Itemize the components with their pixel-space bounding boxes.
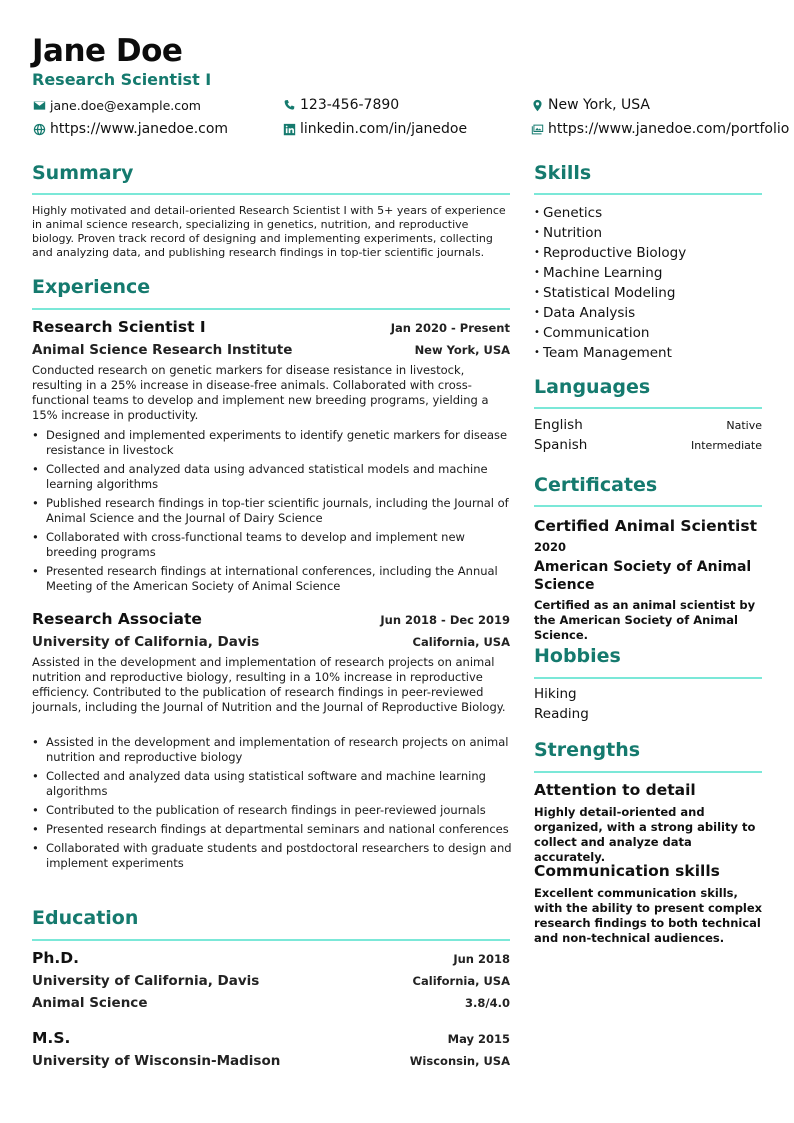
skill-item: • Genetics [534, 203, 686, 223]
graduation-date: Jun 2018 [453, 952, 510, 966]
skills-divider [534, 193, 762, 195]
school: University of Wisconsin-Madison [32, 1053, 281, 1069]
job-title: Research Associate [32, 610, 202, 628]
job-location: California, USA [412, 635, 510, 649]
portfolio-text: https://www.janedoe.com/portfolio [548, 121, 790, 137]
skill-item: • Team Management [534, 343, 686, 363]
summary-text: Highly motivated and detail-oriented Research Scientist I with 5+ years of experience in animal science research, specializing in genetics, nutrition, and reproductive biology. Proven track record of designing and implementing experiments, collecting and analyzing data, and publishing research findings in top-tier scientific journals. [32, 204, 506, 259]
languages-heading: Languages [534, 376, 651, 398]
field-of-study: Animal Science [32, 995, 148, 1011]
degree: M.S. [32, 1029, 71, 1047]
linkedin-text: linkedin.com/in/janedoe [300, 121, 468, 137]
summary-divider [32, 193, 510, 195]
education-heading: Education [32, 907, 139, 929]
candidate-name: Jane Doe [32, 33, 183, 69]
education-school-row [32, 1053, 510, 1069]
portfolio-icon [530, 122, 544, 136]
globe-icon [32, 122, 46, 136]
job-bullets [32, 735, 512, 875]
list-item: • Designed and implemented experiments to identify genetic markers for disease resistance in livestock [32, 428, 512, 458]
certificates-divider [534, 505, 762, 507]
list-item: • Presented research findings at international conferences, including the Annual Meeting of the American Society of Animal Science [32, 564, 512, 594]
list-item: • Collected and analyzed data using advanced statistical models and machine learning algorithms [32, 462, 512, 492]
skills-heading: Skills [534, 162, 592, 184]
hobby-item: Reading [534, 706, 589, 722]
job-header [32, 610, 510, 628]
list-item: • Presented research findings at departmental seminars and national conferences [32, 822, 512, 837]
list-item: • Published research findings in top-tier scientific journals, including the Journal of Animal Science and the Journal of Dairy Science [32, 496, 512, 526]
job-description: Conducted research on genetic markers for disease resistance in livestock, resulting in a 25% increase in disease-free animals. Collaborated with cross-functional teams to develop and implement new breeding programs, yielding a 15% increase in productivity. [32, 363, 489, 422]
location-text: New York, USA [548, 97, 650, 113]
education-divider [32, 939, 510, 941]
summary-heading: Summary [32, 162, 134, 184]
job-dates: Jun 2018 - Dec 2019 [380, 613, 510, 627]
email-text: jane.doe@example.com [50, 98, 201, 113]
gpa: 3.8/4.0 [465, 996, 510, 1010]
school: University of California, Davis [32, 973, 260, 989]
skills-list [534, 203, 686, 363]
job-organization: Animal Science Research Institute [32, 342, 293, 358]
list-item: • Collaborated with graduate students and postdoctoral researchers to design and implement experiments [32, 841, 512, 871]
experience-divider [32, 308, 510, 310]
language-level: Native [726, 419, 762, 432]
language-name: Spanish [534, 437, 588, 453]
skill-item: • Communication [534, 323, 686, 343]
job-description: Assisted in the development and implementation of research projects on animal nutrition and reproductive biology, resulting in a 10% increase in reproductive efficiency. Contributed to the publication of research findings in peer-reviewed journals, including the Journal of Nutrition and the Journal of Reproductive Biology. [32, 655, 506, 714]
phone-text: 123-456-7890 [300, 97, 400, 113]
strength-title: Communication skills [534, 862, 720, 880]
experience-heading: Experience [32, 276, 151, 298]
contact-location [530, 97, 650, 113]
hobbies-heading: Hobbies [534, 645, 621, 667]
contact-phone[interactable] [282, 97, 399, 113]
hobbies-divider [534, 677, 762, 679]
job-bullets [32, 428, 512, 598]
language-row [534, 417, 762, 433]
job-organization: University of California, Davis [32, 634, 260, 650]
linkedin-icon [282, 122, 296, 136]
job-header [32, 318, 510, 336]
certificates-heading: Certificates [534, 474, 658, 496]
education-field-row [32, 995, 510, 1011]
list-item: • Collected and analyzed data using statistical software and machine learning algorithms [32, 769, 512, 799]
certificate-description: Certified as an animal scientist by the American Society of Animal Science. [534, 598, 756, 642]
list-item: • Collaborated with cross-functional teams to develop and implement new breeding programs [32, 530, 512, 560]
contact-linkedin[interactable] [282, 121, 467, 137]
list-item: • Contributed to the publication of research findings in peer-reviewed journals [32, 803, 512, 818]
certificate-year: 2020 [534, 540, 567, 554]
education-school-row [32, 973, 510, 989]
job-location: New York, USA [414, 343, 510, 357]
map-pin-icon [530, 98, 544, 112]
school-location: Wisconsin, USA [409, 1054, 510, 1068]
contact-portfolio[interactable] [530, 121, 789, 137]
skill-item: • Nutrition [534, 223, 686, 243]
contact-website[interactable] [32, 121, 228, 137]
skill-item: • Data Analysis [534, 303, 686, 323]
job-title: Research Scientist I [32, 318, 206, 336]
contact-email[interactable] [32, 98, 201, 113]
hobby-item: Hiking [534, 686, 577, 702]
certificate-issuer: American Society of Animal Science [534, 559, 752, 593]
graduation-date: May 2015 [447, 1032, 510, 1046]
school-location: California, USA [412, 974, 510, 988]
strength-description: Excellent communication skills, with the ability to present complex research findings to both technical and non-technical audiences. [534, 886, 763, 945]
job-org-row [32, 634, 510, 650]
language-row [534, 437, 762, 453]
skill-item: • Machine Learning [534, 263, 686, 283]
language-name: English [534, 417, 583, 433]
job-org-row [32, 342, 510, 358]
candidate-role: Research Scientist I [32, 70, 212, 89]
strengths-heading: Strengths [534, 739, 641, 761]
website-text: https://www.janedoe.com [50, 121, 229, 137]
strength-description: Highly detail-oriented and organized, with a strong ability to collect and analyze data accurately. [534, 805, 756, 864]
certificate-title: Certified Animal Scientist [534, 517, 757, 535]
education-degree-row [32, 949, 510, 967]
strengths-divider [534, 771, 762, 773]
phone-icon [282, 98, 296, 112]
degree: Ph.D. [32, 949, 80, 967]
envelope-icon [32, 99, 46, 113]
skill-item: • Statistical Modeling [534, 283, 686, 303]
job-dates: Jan 2020 - Present [390, 321, 510, 335]
list-item: • Assisted in the development and implementation of research projects on animal nutrition and reproductive biology [32, 735, 512, 765]
languages-divider [534, 407, 762, 409]
education-degree-row [32, 1029, 510, 1047]
language-level: Intermediate [691, 439, 762, 452]
skill-item: • Reproductive Biology [534, 243, 686, 263]
strength-title: Attention to detail [534, 781, 696, 799]
